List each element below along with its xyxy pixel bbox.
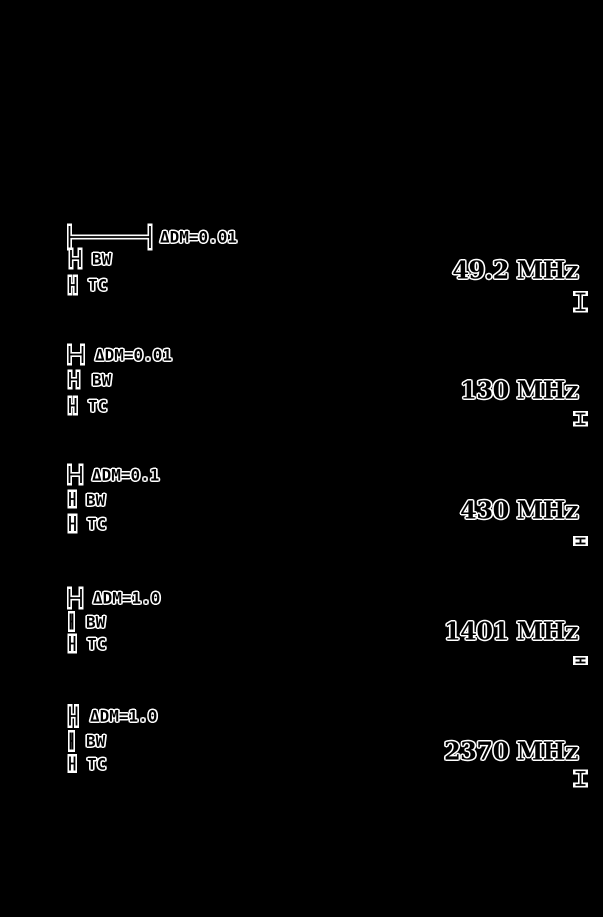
dm-scale-bar-label: ΔDM=0.01 <box>160 227 238 247</box>
frequency-label: 49.2 MHz <box>452 255 578 285</box>
frequency-label: 130 MHz <box>460 375 578 405</box>
tc-scale-bar-label: TC <box>88 396 108 416</box>
bw-scale-bar-label: BW <box>92 370 112 390</box>
frequency-label: 430 MHz <box>460 495 578 525</box>
dm-scale-bar-label: ΔDM=1.0 <box>93 588 161 608</box>
bw-scale-bar-label: BW <box>86 731 106 751</box>
dm-scale-bar <box>70 226 151 248</box>
bw-scale-bar-label: BW <box>86 612 106 632</box>
tc-scale-bar-label: TC <box>87 754 107 774</box>
tc-scale-bar <box>70 277 76 293</box>
dm-scale-bar-label: ΔDM=0.01 <box>95 345 173 365</box>
dm-scale-bar-label: ΔDM=0.1 <box>92 465 160 485</box>
bw-scale-bar-label: BW <box>92 249 112 269</box>
tc-scale-bar-label: TC <box>88 275 108 295</box>
tc-scale-bar-label: TC <box>87 514 107 534</box>
bw-scale-bar-label: BW <box>86 490 106 510</box>
frequency-label: 1401 MHz <box>443 616 578 646</box>
tc-scale-bar <box>70 398 76 413</box>
dm-scale-bar-label: ΔDM=1.0 <box>90 706 158 726</box>
frequency-label: 2370 MHz <box>443 736 578 766</box>
tc-scale-bar-label: TC <box>87 634 107 654</box>
